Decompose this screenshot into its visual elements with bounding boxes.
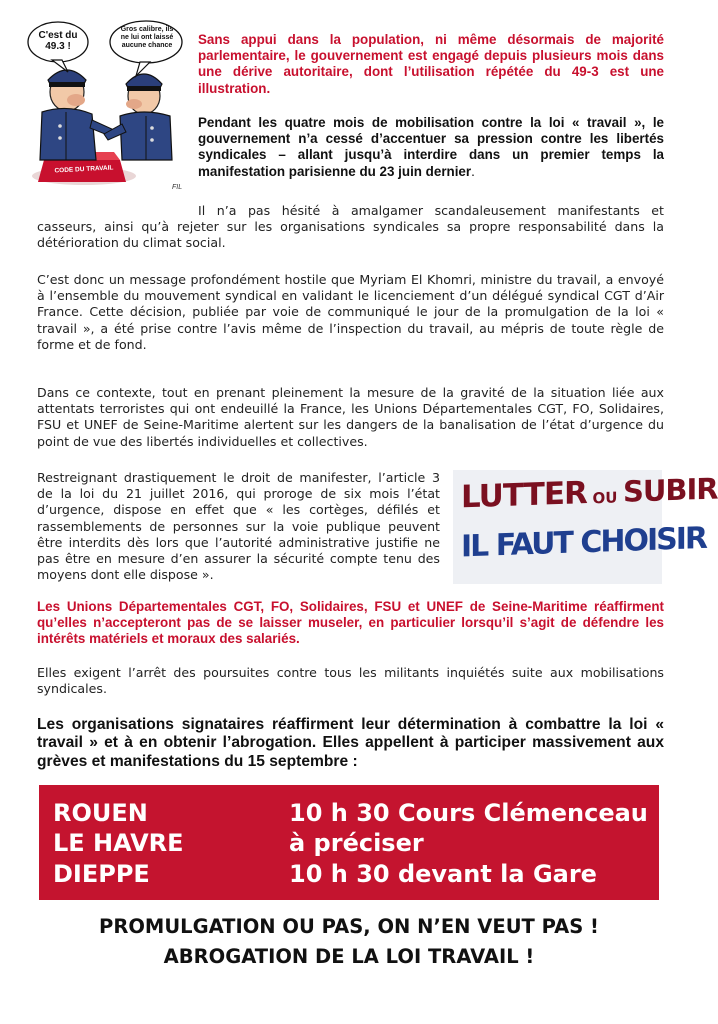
cartoon-illustration xyxy=(22,20,192,198)
amalgame-paragraph xyxy=(37,203,664,252)
unions-paragraph: Les Unions Départementales CGT, FO, Solidaires, FSU et UNEF de Seine-Maritime réaffirment qu’elles n’accepteront pas de se laisser museler, en particulier lorsqu’il s’agit de défendre les intérêts matériels et moraux des salariés. xyxy=(37,599,664,647)
banner-word-subir: SUBIR xyxy=(622,471,718,509)
event-row xyxy=(53,860,597,888)
amalgame-text: Il n’a pas hésité à amalgamer scandaleusement manifestants et casseurs, ainsi qu’à rejeter sur les organisations syndicales sa propre responsabilité dans la détérioration du climat social. xyxy=(37,203,664,251)
banner-line-2: IL FAUT CHOISIR xyxy=(461,520,706,565)
poursuites-paragraph: Elles exigent l’arrêt des poursuites contre tous les militants inquiétés suite aux mobilisations syndicales. xyxy=(37,665,664,697)
signataires-paragraph: Les organisations signataires réaffirment leur détermination à combattre la loi « travail » et à en obtenir l’abrogation. Elles appellent à participer massivement aux grèves et manifestations du 15 septembre : xyxy=(37,716,664,770)
event-row xyxy=(53,799,648,827)
cartoonist-signature: FIL xyxy=(172,184,183,191)
el-khomri-paragraph: C’est donc un message profondément hostile que Myriam El Khomri, ministre du travail, a envoyé à l’ensemble du mouvement syndical en validant le licenciement d’un délégué syndical CGT d’Air France. Cette décision, publiée par voie de communiqué le jour de la promulgation de la loi « travail », a été prise contre l’avis même de l’inspection du travail, au mépris de toute règle de forme et de fond. xyxy=(37,272,664,352)
mobilisation-text-end: . xyxy=(471,163,475,179)
events-banner xyxy=(39,785,659,900)
bubble-right-text: Gros calibre, ils ne lui ont laissé aucune chance xyxy=(120,26,174,49)
slogan-line-2: ABROGATION DE LA LOI TRAVAIL ! xyxy=(163,945,535,968)
banner-line-1 xyxy=(461,471,718,516)
event-detail: 10 h 30 devant la Gare xyxy=(289,860,597,888)
event-city: ROUEN xyxy=(53,799,148,827)
contexte-paragraph: Dans ce contexte, tout en prenant pleinement la mesure de la gravité de la situation liée aux attentats terroristes qui ont endeuillé la France, les Unions Départementales CGT, FO, Solidaires, FSU et UNEF de Seine-Maritime alertent sur les dangers de la banalisation de l’état d’urgence du point de vue des libertés individuelles et collectives. xyxy=(37,385,664,449)
event-city: LE HAVRE xyxy=(53,829,184,857)
banner-word-ou: OU xyxy=(592,488,618,508)
protest-banner-photo xyxy=(453,470,718,584)
banner-word-lutter: LUTTER xyxy=(461,475,587,516)
bubble-left-text: C'est du 49.3 ! xyxy=(38,30,78,52)
event-detail: à préciser xyxy=(289,829,424,857)
mobilisation-paragraph xyxy=(198,115,664,180)
slogan-line-1: PROMULGATION OU PAS, ON N’EN VEUT PAS ! xyxy=(99,915,599,938)
event-detail: 10 h 30 Cours Clémenceau xyxy=(289,799,648,827)
event-city: DIEPPE xyxy=(53,860,150,888)
event-row xyxy=(53,829,424,857)
mobilisation-text: Pendant les quatre mois de mobilisation contre la loi « travail », le gouvernement n’a cessé d’accentuer sa pression contre les libertés syndicales – allant jusqu’à interdire dans un premier temps la manifestation parisienne du 23 juin dernier xyxy=(198,115,664,179)
article-3-paragraph: Restreignant drastiquement le droit de manifester, l’article 3 de la loi du 21 juillet 2016, qui proroge de six mois l’état d’urgence, dispose en effet que « les cortèges, défilés et rassemblements de personnes sur la voie publique peuvent être interdits dès lors que l’autorité administrative justifie ne pas être en mesure d’en assurer la sécurité compte tenu des moyens dont elle dispose ». xyxy=(37,470,440,583)
code-du-travail-label: CODE DU TRAVAIL xyxy=(54,164,114,175)
intro-paragraph: Sans appui dans la population, ni même désormais de majorité parlementaire, le gouvernement est engagé depuis plusieurs mois dans une dérive autoritaire, dont l’utilisation répétée du 49-3 est une illustration. xyxy=(198,32,664,96)
